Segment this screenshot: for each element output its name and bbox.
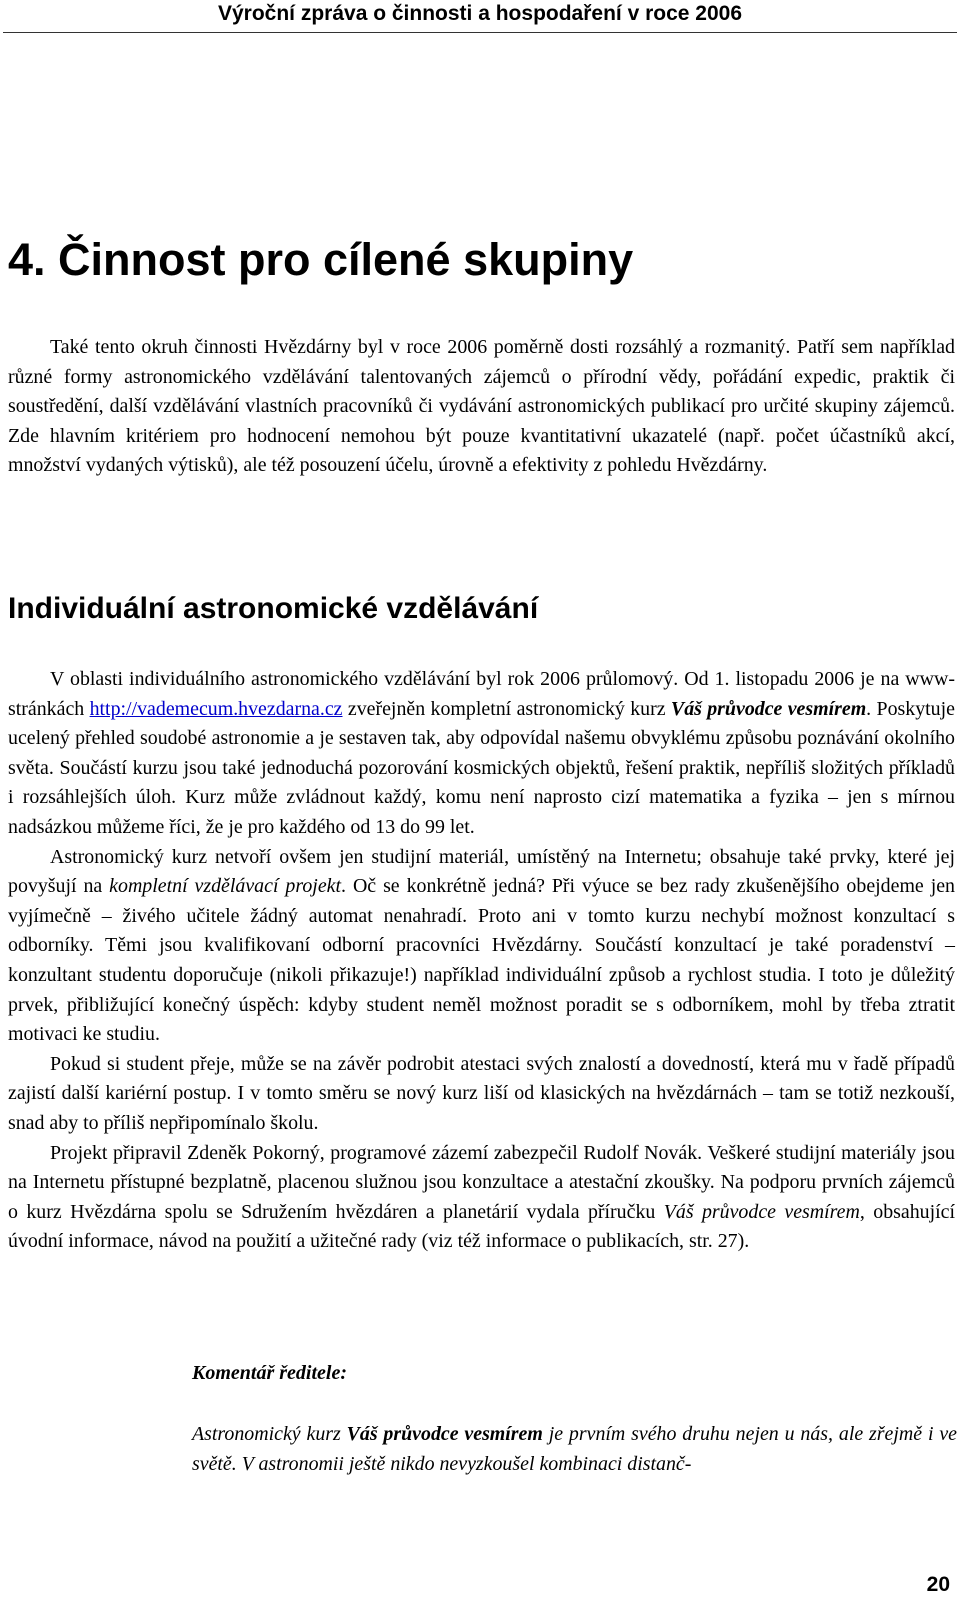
paragraph-text: Astronomický kurz netvoří ovšem jen studijní materiál, umístěný na Internetu; obsahuje také prvky, které jej povyšují na [8, 845, 955, 898]
comment-text: Astronomický kurz [192, 1423, 347, 1445]
chapter-title: 4. Činnost pro cílené skupiny [8, 234, 634, 285]
comment-text: je prvním svého druhu nejen u nás, ale zřejmě i ve světě. V astronomii ještě nikdo nevyzkoušel kombinaci distanč- [192, 1423, 957, 1475]
paragraph-text: . Oč se konkrétně jedná? Při výuce se bez rady zkušenějšího obejdeme jen vyjímečně – živého učitele žádný automat nenahradí. Proto ani v tomto kurzu nechybí možnost konzultací s odborníky. Těmi jsou kvalifikovaní odborní pracovníci Hvězdárny. Součástí konzultací je také poradenství – konzultant studentu doporučuje (nikoli přikazuje!) například individuální způsob a rychlost studia. I toto je důležitý prvek, přibližující konečný úspěch: kdyby student neměl možnost poradit se s odborníkem, mohl by třeba ztratit motivaci ke studiu. [8, 875, 955, 1046]
course-paragraph-3: Pokud si student přeje, může se na závěr podrobit atestaci svých znalostí a dovedností, která mu v řadě případů zajistí další kariérní postup. I v tomto směru se nový kurz liší od klasických na hvězdárnách – tam se totiž nezkouší, snad aby to příliš nepřipomínalo školu. [8, 1052, 955, 1134]
section-title: Individuální astronomické vzdělávání [8, 592, 539, 625]
report-title: Výroční zpráva o činnosti a hospodaření v roce 2006 [217, 2, 742, 25]
emphasis-text: kompletní vzdělávací projekt [109, 875, 342, 898]
paragraph-text: zveřejněn kompletní astronomický kurz [342, 697, 671, 720]
paragraph-text: , obsahující úvodní informace, návod na použití a užitečné rady (viz též informace o publikacích, str. 27). [8, 1200, 956, 1253]
page-header [0, 0, 960, 40]
intro-section [8, 333, 955, 481]
course-name: Váš průvodce vesmírem [670, 697, 867, 720]
course-name: Váš průvodce vesmírem [346, 1423, 543, 1445]
intro-paragraph: Také tento okruh činnosti Hvězdárny byl v roce 2006 poměrně dosti rozsáhlý a rozmanitý. Patří sem například různé formy astronomického vzdělávání talentovaných zájemců o přírodní vědy, pořádání expedic, praktik či soustředění, další vzdělávání vlastních pracovníků či vydávání astronomických publikací pro určité skupiny zájemců. Zde hlavním kritériem pro hodnocení nemohou být pouze kvantitativní ukazatelé (např. počet účastníků akcí, množství vydaných výtisků), ale též posouzení účelu, úrovně a efektivity z pohledu Hvězdárny. [8, 336, 955, 477]
course-paragraph-1 [8, 665, 955, 843]
paragraph-text: Projekt připravil Zdeněk Pokorný, programové zázemí zabezpečil Rudolf Novák. Veškeré studijní materiály jsou na Internetu přístupné bezplatně, placenou služnou jsou konzultace a atestační zkoušky. Na podporu prvních zájemců o kurz Hvězdárna spolu se Sdružením hvězdáren a planetárií vydala příručku [8, 1141, 955, 1223]
director-comment-text [192, 1420, 957, 1479]
publication-name: Váš průvodce vesmírem [663, 1200, 860, 1223]
course-section [8, 665, 955, 1257]
page-number: 20 [926, 1573, 950, 1596]
director-comment-title: Komentář ředitele: [192, 1362, 347, 1384]
paragraph-text: . Poskytuje ucelený přehled soudobé astronomie a je sestaven tak, aby odpovídal našemu obvyklému způsobu poznávání okolního světa. Součástí kurzu jsou také jednoduchá pozorování kosmických objektů, řešení praktik, nepříliš složitých příkladů i rozsáhlejších úloh. Kurz může zvládnout každý, komu není naprosto cizí matematika a fyzika – jen s mírnou nadsázkou můžeme říci, že je pro každého od 13 do 99 let. [8, 697, 955, 838]
header-divider [3, 32, 957, 33]
course-paragraph-4 [8, 1139, 955, 1257]
paragraph-text: V oblasti individuálního astronomického vzdělávání byl rok 2006 průlomový. Od 1. listopadu 2006 je na www-stránkách [8, 668, 955, 720]
course-paragraph-2 [8, 843, 955, 1050]
vademecum-link[interactable]: http://vademecum.hvezdarna.cz [89, 697, 343, 720]
